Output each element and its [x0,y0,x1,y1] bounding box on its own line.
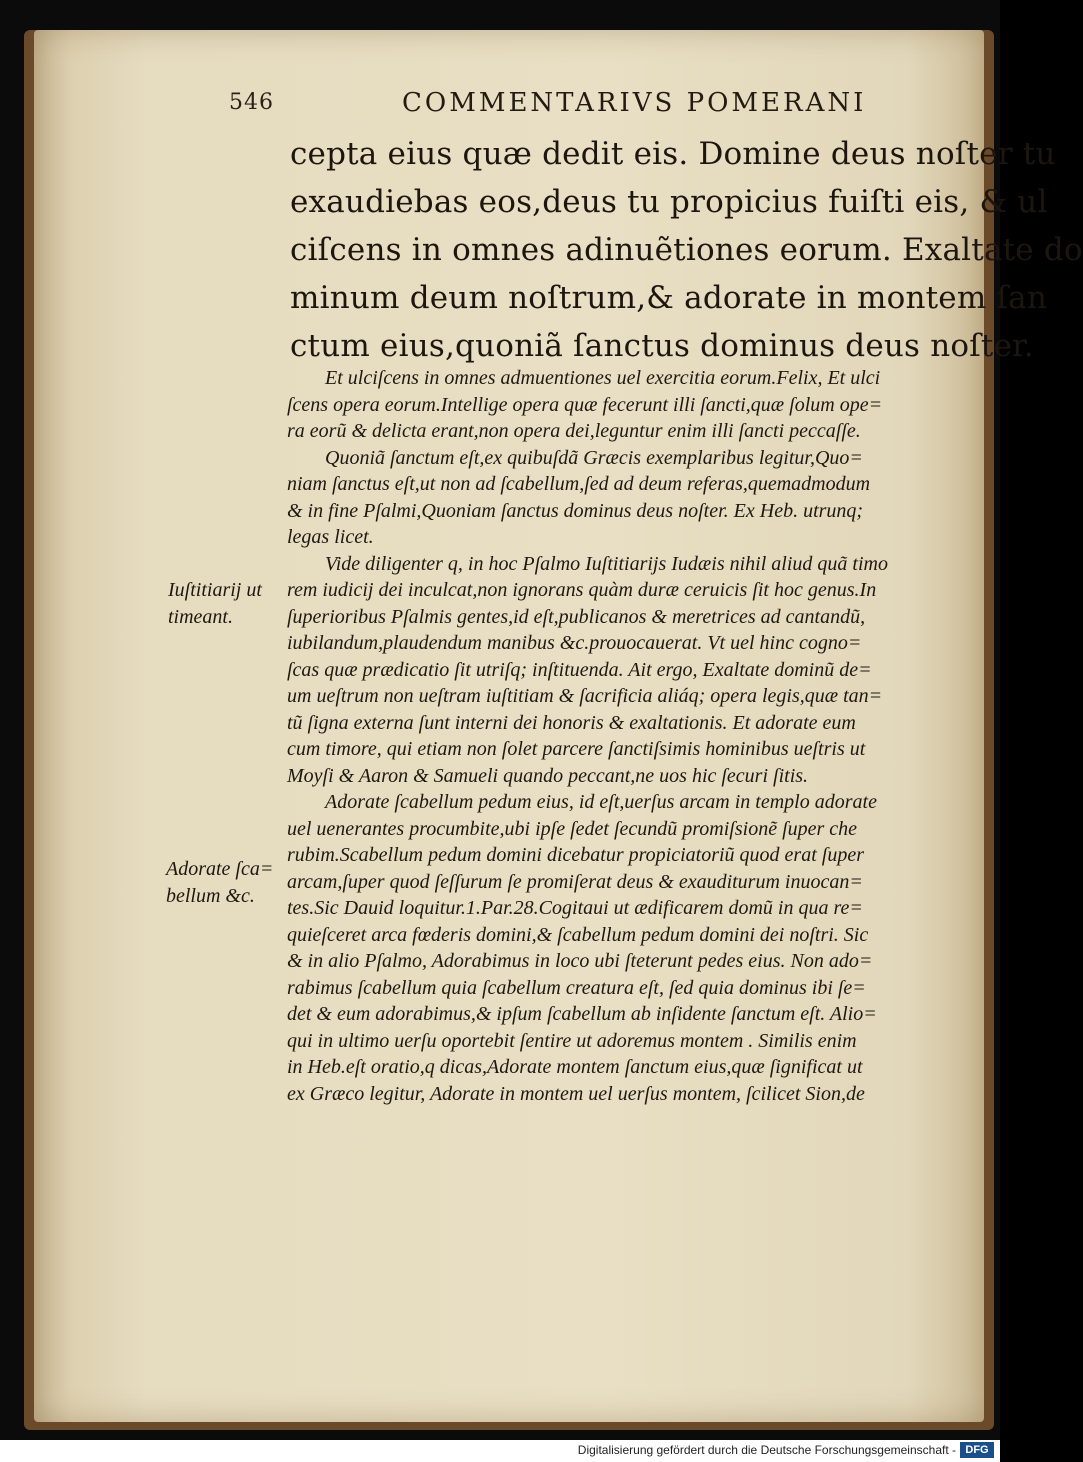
scripture-line: exaudiebas eos,deus tu propicius fuiſti eis, & ul [290,184,1048,220]
commentary-line: rabimus ſcabellum quia ſcabellum creatura eſt, ſed quia dominus ibi ſe= [287,976,866,999]
commentary-line: arcam,ſuper quod ſeſſurum ſe promiſerat deus & exauditurum inuocan= [287,870,863,893]
commentary-line: quieſceret arca fœderis domini,& ſcabellum pedum domini dei noſtri. Sic [287,923,869,946]
commentary-line: rem iudicij dei inculcat,non ignorans quàm duræ ceruicis ſit hoc genus.In [287,579,877,601]
commentary-line: & in alio Pſalmo, Adorabimus in loco ubi ſteterunt pedes eius. Non ado= [287,950,873,972]
commentary-line: ex Græco legitur, Adorate in montem uel uerſus montem, ſcilicet Sion,de [287,1082,865,1105]
commentary-line: cum timore, qui etiam non ſolet parcere ſanctiſsimis hominibus ueſtris ut [287,738,866,760]
commentary-line: & in fine Pſalmi,Quoniam ſanctus dominus deus noſter. Ex Heb. utrunq; [287,499,864,522]
scripture-line: cepta eius quæ dedit eis. Domine deus noſter tu [290,136,1056,172]
scripture-line: ctum eius,quoniã ſanctus dominus deus noſter. [290,328,1034,364]
commentary-line: det & eum adorabimus,& ipſum ſcabellum ab inſidente ſanctum eſt. Alio= [287,1003,877,1025]
margin-note-line: Iuſtitiarij ut [168,579,262,601]
commentary-line: ſuperioribus Pſalmis gentes,id eſt,publicanos & meretrices ad cantandũ, [287,605,866,628]
scripture-line: ciſcens in omnes adinuẽtiones eorum. Exaltate do [290,232,1083,268]
commentary-line: in Heb.eſt oratio,q dicas,Adorate montem ſanctum eius,quæ ſignificat ut [287,1056,863,1078]
commentary-line: legas licet. [287,526,374,548]
funding-credit: Digitalisierung gefördert durch die Deutsche Forschungsgemeinschaft - [577,1443,956,1457]
commentary-line: ſcas quæ prædicatio ſit utriſq; inſtituenda. Ait ergo, Exaltate dominũ de= [287,658,872,681]
commentary-line: um ueſtrum non ueſtram iuſtitiam & ſacrificia aliáq; opera legis,quæ tan= [287,685,883,707]
running-head: COMMENTARIVS POMERANI [402,88,867,118]
margin-note-iustitiarii [168,577,262,630]
page-number: 546 [229,90,274,115]
commentary-line: Moyſi & Aaron & Samueli quando peccant,ne uos hic ſecuri ſitis. [287,764,809,787]
commentary-line: iubilandum,plaudendum manibus &c.prouocauerat. Vt uel hinc cogno= [287,632,862,654]
commentary-text [287,365,947,1107]
margin-note-line: bellum &c. [166,884,255,907]
commentary-line: Quoniã ſanctum eſt,ex quibuſdã Græcis exemplaribus legitur,Quo= [325,446,863,469]
commentary-line: tes.Sic Dauid loquitur.1.Par.28.Cogitaui ut ædificarem domũ in qua re= [287,897,863,919]
commentary-line: rubim.Scabellum pedum domini dicebatur propiciatoriũ quod erat ſuper [287,844,864,866]
commentary-line: tũ ſigna externa ſunt interni dei honoris & exaltationis. Et adorate eum [287,711,856,734]
commentary-line: qui in ultimo uerſu oportebit ſentire ut adoremus montem . Similis enim [287,1029,857,1052]
commentary-line: Adorate ſcabellum pedum eius, id eſt,uerſus arcam in templo adorate [325,791,877,813]
margin-note-line: timeant. [168,605,233,628]
commentary-line: ra eorũ & delicta erant,non opera dei,leguntur enim illi ſancti peccaſſe. [287,420,861,442]
commentary-line: ſcens opera eorum.Intellige opera quæ fecerunt illi ſancti,quæ ſolum ope= [287,393,883,416]
scripture-line: minum deum noſtrum,& adorate in montem ſan [290,280,1048,316]
margin-note-line: Adorate ſca= [166,858,274,880]
commentary-line: niam ſanctus eſt,ut non ad ſcabellum,ſed ad deum referas,quemadmodum [287,473,871,495]
margin-note-adorate [166,856,273,909]
dfg-logo: DFG [960,1442,994,1458]
commentary-line: Et ulciſcens in omnes admuentiones uel exercitia eorum.Felix, Et ulci [325,367,881,389]
commentary-line: Vide diligenter q, in hoc Pſalmo Iuſtitiarijs Iudæis nihil aliud quã timo [325,552,888,575]
scripture-text [290,130,1083,370]
commentary-line: uel uenerantes procumbite,ubi ipſe ſedet ſecundũ promiſsionẽ ſuper che [287,817,858,840]
